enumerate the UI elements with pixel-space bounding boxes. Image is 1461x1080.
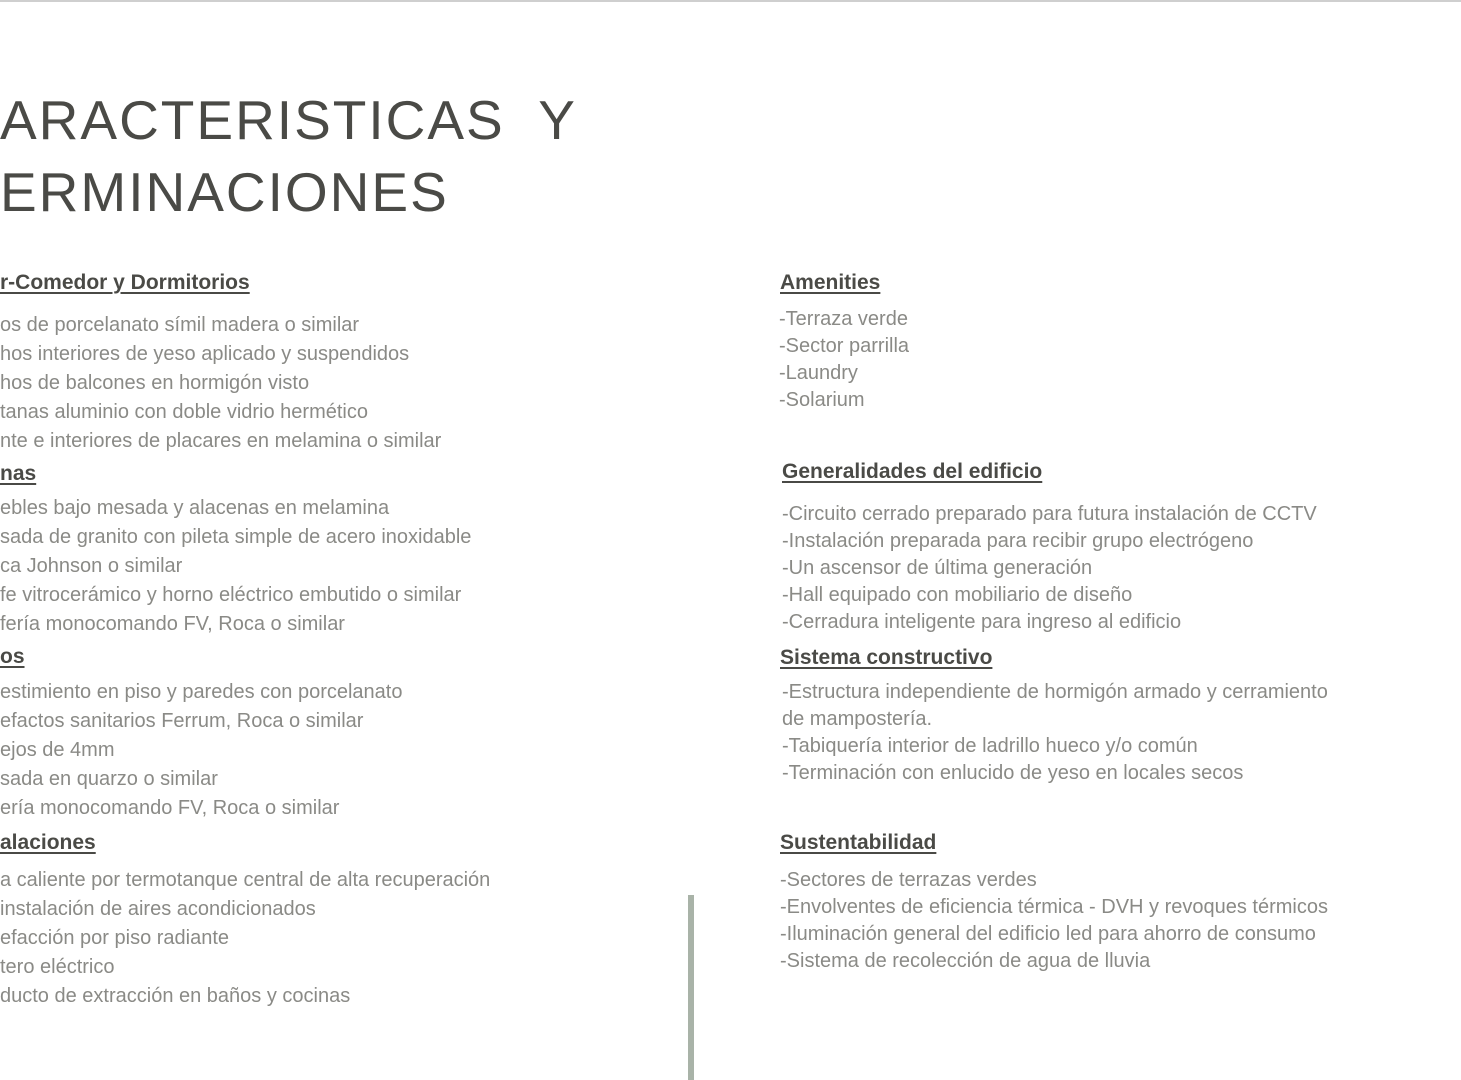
page-title xyxy=(0,84,577,228)
list-item: ejos de 4mm xyxy=(0,739,115,761)
list-item: -Terminación con enlucido de yeso en locales secos xyxy=(782,762,1244,784)
page-title-line-1: ARACTERISTICAS Y xyxy=(0,89,577,151)
list-item: -Envolventes de eficiencia térmica - DVH y revoques térmicos xyxy=(780,896,1328,918)
list-item: efacción por piso radiante xyxy=(0,927,230,949)
list-item: -Cerradura inteligente para ingreso al edificio xyxy=(782,611,1182,633)
section-heading-sustentabilidad: Sustentabilidad xyxy=(780,831,937,854)
section-heading-living-dormitorios: r-Comedor y Dormitorios xyxy=(0,271,250,294)
list-item: sada en quarzo o similar xyxy=(0,768,218,790)
section-heading-sistema-constructivo: Sistema constructivo xyxy=(780,646,993,669)
vertical-divider xyxy=(688,895,694,1080)
section-heading-cocinas: nas xyxy=(0,462,37,485)
list-item: instalación de aires acondicionados xyxy=(0,898,316,920)
section-list-sustentabilidad xyxy=(780,867,1328,975)
list-item: estimiento en piso y paredes con porcelanato xyxy=(0,681,403,703)
list-item: hos de balcones en hormigón visto xyxy=(0,372,310,394)
list-item: tanas aluminio con doble vidrio hermético xyxy=(0,401,368,423)
list-item: de mampostería. xyxy=(782,708,933,730)
list-item: fería monocomando FV, Roca o similar xyxy=(0,613,345,635)
section-list-living-dormitorios xyxy=(0,311,441,456)
list-item: a caliente por termotanque central de alta recuperación xyxy=(0,869,491,891)
section-heading-generalidades: Generalidades del edificio xyxy=(782,460,1043,483)
list-item: -Sectores de terrazas verdes xyxy=(780,869,1037,891)
list-item: ería monocomando FV, Roca o similar xyxy=(0,797,340,819)
top-rule xyxy=(0,0,1461,2)
section-heading-amenities: Amenities xyxy=(780,271,881,294)
section-list-banos xyxy=(0,678,402,823)
list-item: -Terraza verde xyxy=(779,308,908,330)
list-item: ebles bajo mesada y alacenas en melamina xyxy=(0,497,390,519)
section-list-amenities xyxy=(779,306,909,414)
list-item: -Iluminación general del edificio led para ahorro de consumo xyxy=(780,923,1316,945)
list-item: ca Johnson o similar xyxy=(0,555,183,577)
list-item: hos interiores de yeso aplicado y suspendidos xyxy=(0,343,410,365)
page-title-line-2: ERMINACIONES xyxy=(0,161,449,223)
list-item: nte e interiores de placares en melamina o similar xyxy=(0,430,442,452)
list-item: -Sistema de recolección de agua de lluvia xyxy=(780,950,1151,972)
list-item: -Estructura independiente de hormigón armado y cerramiento xyxy=(782,681,1328,703)
section-list-sistema-constructivo xyxy=(782,679,1328,787)
section-list-instalaciones xyxy=(0,866,490,1011)
list-item: -Hall equipado con mobiliario de diseño xyxy=(782,584,1133,606)
list-item: tero eléctrico xyxy=(0,956,115,978)
list-item: efactos sanitarios Ferrum, Roca o similar xyxy=(0,710,364,732)
list-item: sada de granito con pileta simple de acero inoxidable xyxy=(0,526,472,548)
section-heading-instalaciones: alaciones xyxy=(0,831,96,854)
list-item: -Tabiquería interior de ladrillo hueco y/o común xyxy=(782,735,1198,757)
list-item: fe vitrocerámico y horno eléctrico embutido o similar xyxy=(0,584,462,606)
list-item: ducto de extracción en baños y cocinas xyxy=(0,985,351,1007)
list-item: os de porcelanato símil madera o similar xyxy=(0,314,360,336)
section-list-cocinas xyxy=(0,494,471,639)
list-item: -Laundry xyxy=(779,362,858,384)
list-item: -Circuito cerrado preparado para futura instalación de CCTV xyxy=(782,503,1317,525)
section-list-generalidades xyxy=(782,501,1317,636)
list-item: -Solarium xyxy=(779,389,865,411)
section-heading-banos: os xyxy=(0,645,25,668)
list-item: -Un ascensor de última generación xyxy=(782,557,1093,579)
list-item: -Sector parrilla xyxy=(779,335,910,357)
list-item: -Instalación preparada para recibir grupo electrógeno xyxy=(782,530,1254,552)
